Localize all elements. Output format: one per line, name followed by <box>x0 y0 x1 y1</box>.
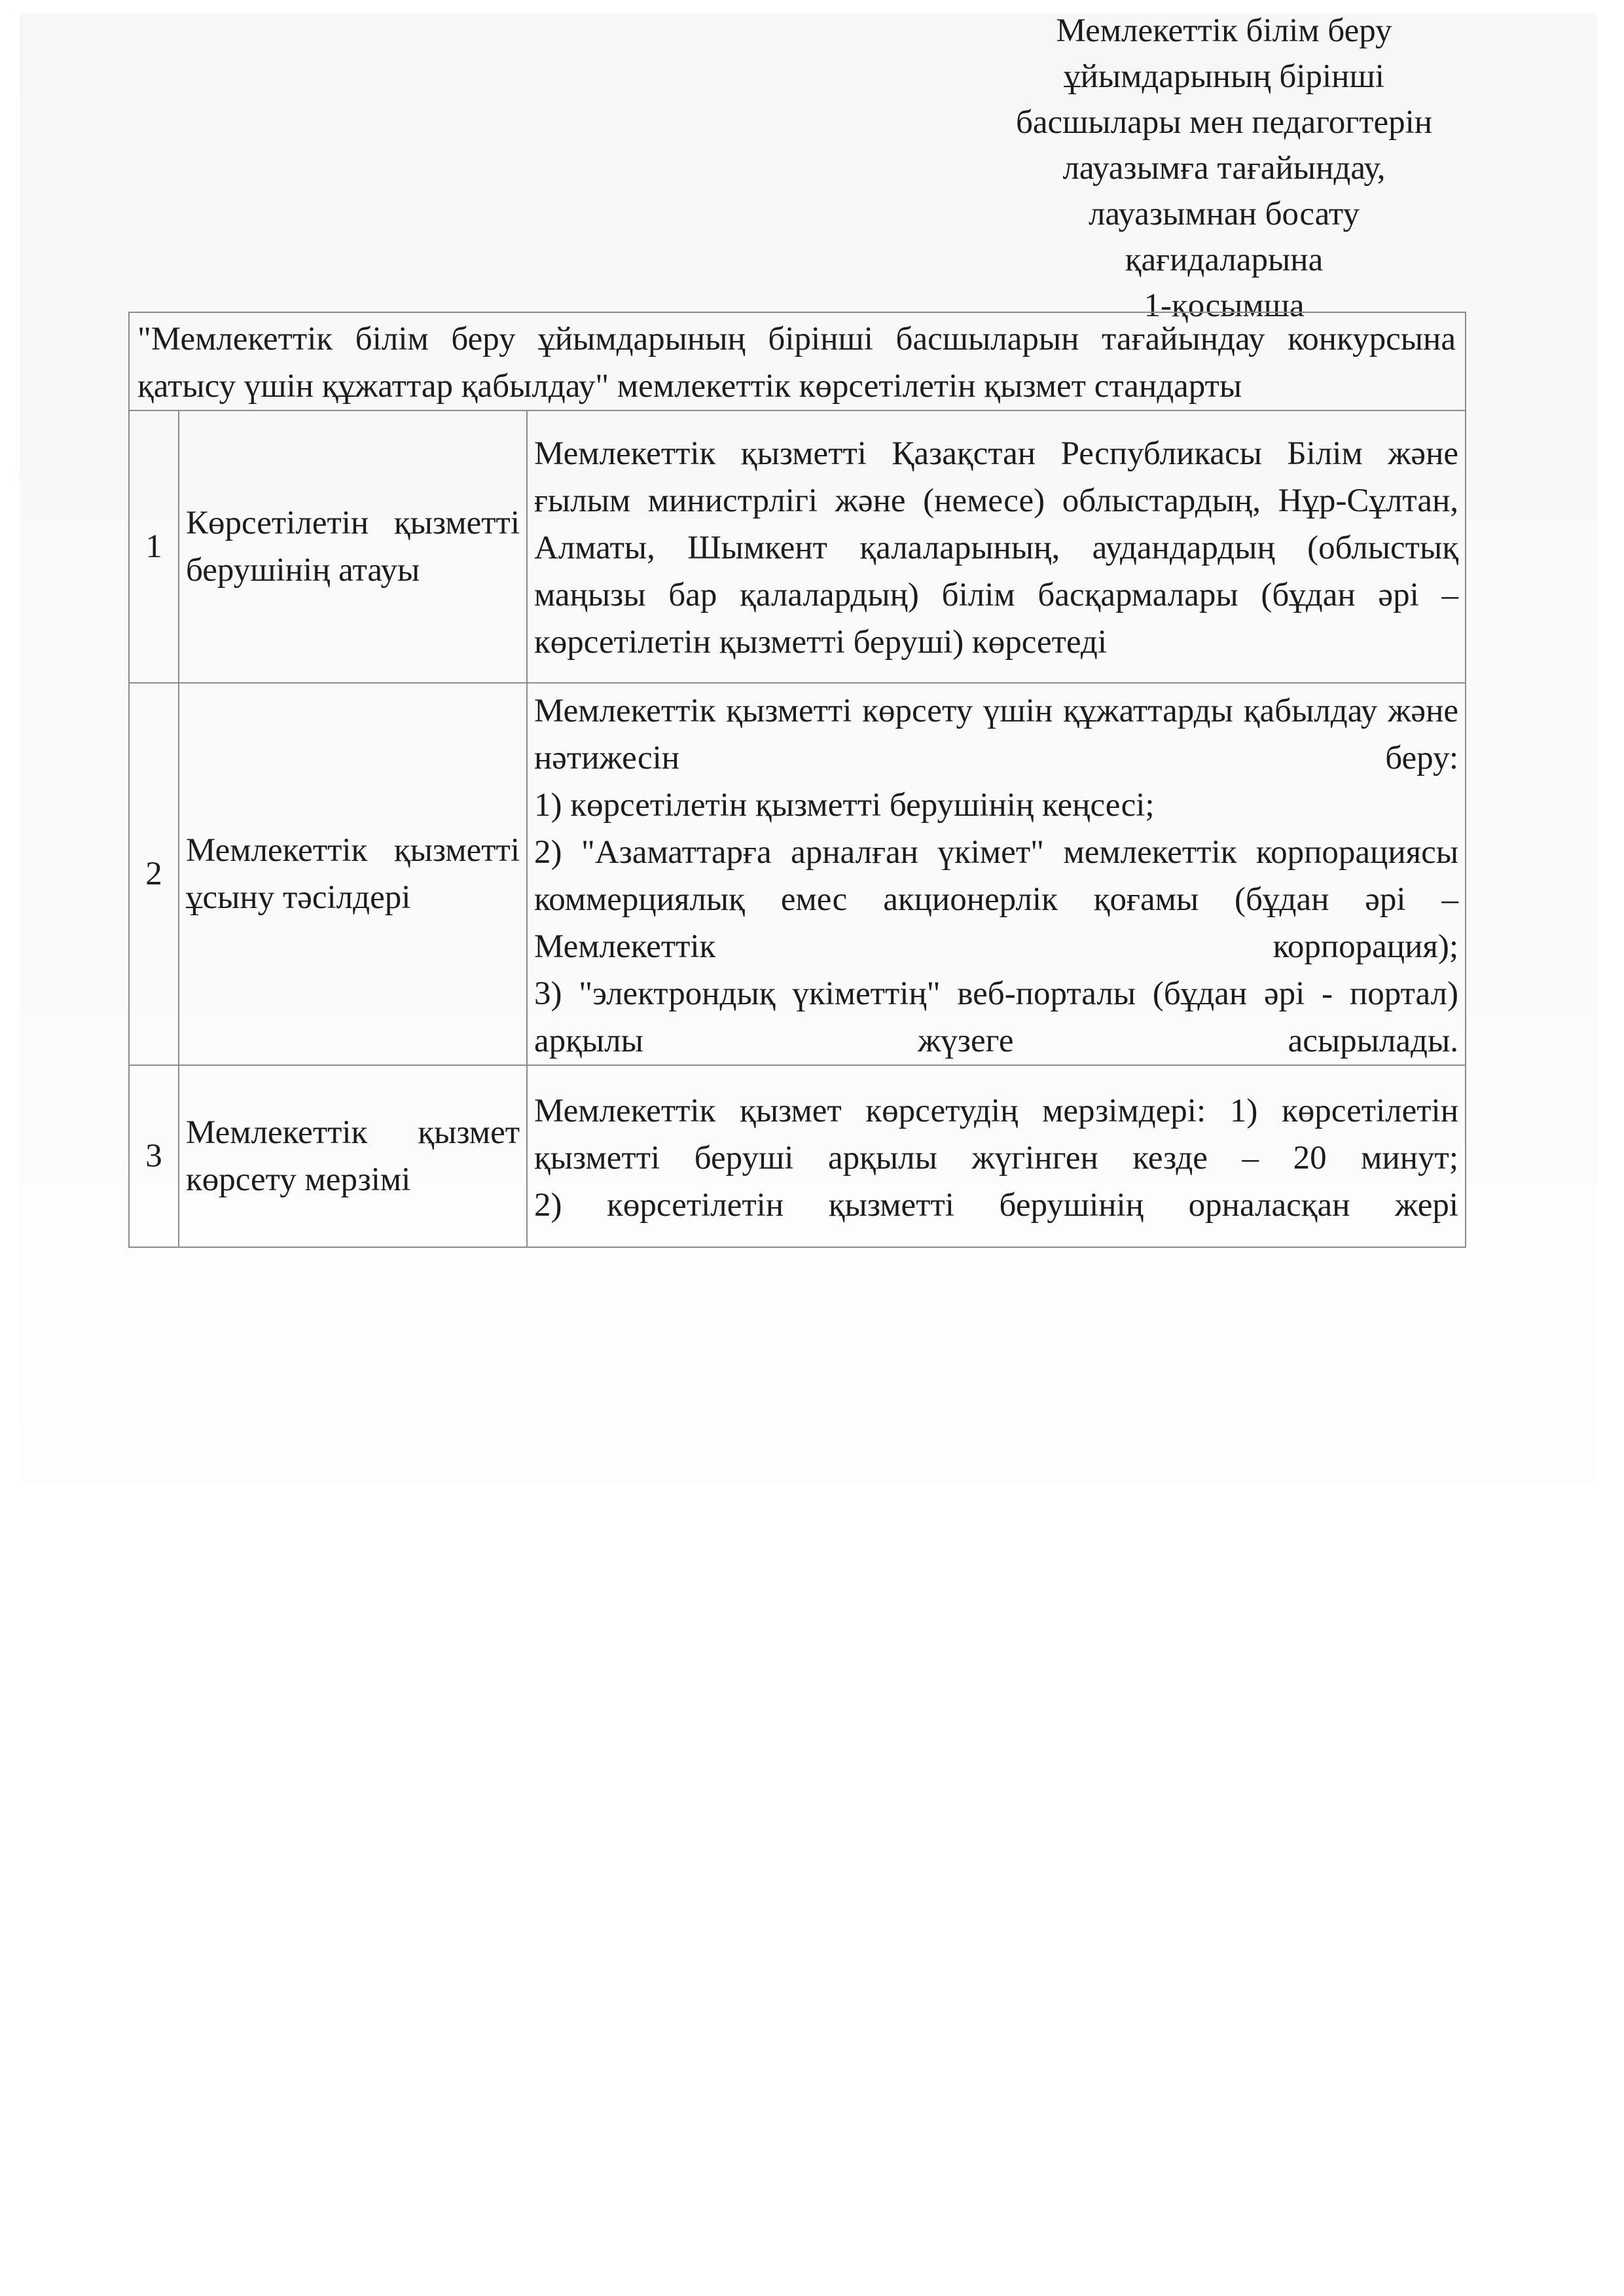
description-line: Мемлекеттік қызмет көрсетудің мерзімдері: 1) көрсетілетін қызметті беруші арқылы жүгінген кезде – 20 минут; <box>534 1093 1458 1176</box>
header-line: басшылары мен педагогтерін <box>1015 104 1433 141</box>
row-label: Мемлекеттік қызмет көрсету мерзімі <box>179 1065 527 1247</box>
row-number: 2 <box>129 683 179 1065</box>
row-description <box>527 683 1466 1065</box>
header-line: ұйымдарының бірінші <box>1064 58 1384 95</box>
header-line: Мемлекеттік білім беру <box>1056 12 1392 49</box>
row-number: 3 <box>129 1065 179 1247</box>
header-line: қағидаларына <box>1125 242 1324 278</box>
row-description: Мемлекеттік қызметті Қазақстан Республикасы Білім және ғылым министрлігі және (немесе) облыстардың, Нұр-Сұлтан, Алматы, Шымкент қалаларының, аудандардың (облыстық маңызы бар қалалардың) білім басқармалары (бұдан әрі – көрсетілетін қызметті беруші) көрсетеді <box>527 410 1466 683</box>
service-standard-table <box>128 312 1466 1248</box>
header-line: лауазымнан босату <box>1088 196 1360 232</box>
row-label: Мемлекеттік қызметті ұсыну тәсілдері <box>179 683 527 1065</box>
appendix-header <box>956 8 1492 329</box>
table-row <box>129 1065 1466 1247</box>
header-line: лауазымға тағайындау, <box>1062 150 1386 187</box>
row-number: 1 <box>129 410 179 683</box>
description-line: 3) "электрондық үкіметтің" веб-порталы (бұдан әрі - портал) арқылы жүзеге асырылады. <box>534 975 1458 1059</box>
row-description <box>527 1065 1466 1247</box>
description-line: Мемлекеттік қызметті көрсету үшін құжаттарды қабылдау және нәтижесін беру: <box>534 693 1458 776</box>
description-line: 1) көрсетілетін қызметті берушінің кеңсесі; <box>534 787 1155 824</box>
appendix-number: 1-қосымша <box>1144 287 1305 324</box>
table-row <box>129 683 1466 1065</box>
description-line: 2) "Азаматтарға арналған үкімет" мемлекеттік корпорациясы коммерциялық емес акционерлік қоғамы (бұдан әрі – Мемлекеттік корпорация); <box>534 834 1458 965</box>
table-title-row <box>129 312 1466 410</box>
table-title: "Мемлекеттік білім беру ұйымдарының бірінші басшыларын тағайындау конкурсына қатысу үшін құжаттар қабылдау" мемлекеттік көрсетілетін қызмет стандарты <box>129 312 1466 410</box>
table-row <box>129 410 1466 683</box>
description-line: 2) көрсетілетін қызметті берушінің орналасқан жері <box>534 1187 1458 1224</box>
row-label: Көрсетілетін қызметті берушінің атауы <box>179 410 527 683</box>
